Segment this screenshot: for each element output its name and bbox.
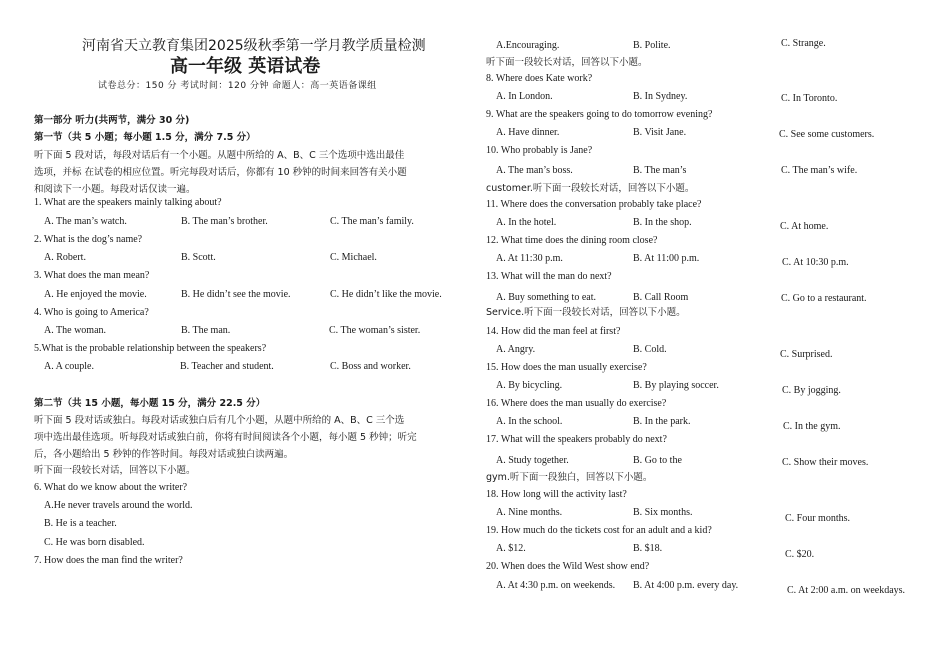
- q19-option-a: A. $12.: [496, 543, 526, 554]
- q2-option-a: A. Robert.: [44, 252, 86, 263]
- q16-option-b: B. In the park.: [633, 416, 691, 427]
- question-15: 15. How does the man usually exercise?: [486, 362, 647, 373]
- q11-option-b: B. In the shop.: [633, 217, 692, 228]
- question-16: 16. Where does the man usually do exercise?: [486, 398, 667, 409]
- question-20: 20. When does the Wild West show end?: [486, 561, 650, 572]
- q19-option-b: B. $18.: [633, 543, 663, 554]
- question-9: 9. What are the speakers going to do tomorrow evening?: [486, 109, 713, 120]
- q18-option-c: C. Four months.: [785, 513, 851, 524]
- question-13: 13. What will the man do next?: [486, 271, 612, 282]
- q14-option-a: A. Angry.: [496, 344, 536, 355]
- section2-instruction-line: 后，各小题给出 5 秒钟的作答时间。每段对话或独白读两遍。: [34, 449, 294, 460]
- q2-option-c: C. Michael.: [330, 252, 377, 263]
- q8-option-c: C. In Toronto.: [781, 93, 838, 104]
- section1-instruction-line: 选项，并标 在试卷的相应位置。听完每段对话后，你都有 10 秒钟的时间来回答有关小题: [34, 167, 407, 178]
- question-3: 3. What does the man mean?: [34, 270, 150, 281]
- q1-option-b: B. The man’s brother.: [181, 216, 268, 227]
- q12-option-c: C. At 10:30 p.m.: [782, 257, 849, 268]
- question-1: 1. What are the speakers mainly talking about?: [34, 197, 222, 208]
- q7-option-a: A.Encouraging.: [496, 40, 560, 51]
- exam-meta: 试卷总分：150 分 考试时间：120 分钟 命题人：高一英语备课组: [98, 81, 377, 91]
- q11-option-c: C. At home.: [780, 221, 829, 232]
- q19-option-c: C. $20.: [785, 549, 815, 560]
- section1-heading: 第一节（共 5 小题；每小题 1.5 分，满分 7.5 分）: [34, 132, 256, 143]
- q8-option-b: B. In Sydney.: [633, 91, 688, 102]
- section1-instruction-line: 和阅读下一小题。每段对话仅读一遍。: [34, 184, 196, 195]
- q7-option-c: C. Strange.: [781, 38, 826, 49]
- q11-option-a: A. In the hotel.: [496, 217, 557, 228]
- question-14: 14. How did the man feel at first?: [486, 326, 621, 337]
- q20-option-b: B. At 4:00 p.m. every day.: [633, 580, 739, 591]
- q13-option-a: A. Buy something to eat.: [496, 292, 596, 303]
- question-18: 18. How long will the activity last?: [486, 489, 627, 500]
- q1-option-a: A. The man’s watch.: [44, 216, 127, 227]
- section1-instruction-line: 听下面 5 段对话，每段对话后有一个小题。从题中所给的 A、B、C 三个选项中选出最佳: [34, 150, 405, 161]
- section2-instruction-line: 听下面 5 段对话或独白。每段对话或独白后有几个小题，从题中所给的 A、B、C 三个选: [34, 415, 405, 426]
- q6-option-a: A.He never travels around the world.: [44, 500, 193, 511]
- question-8: 8. Where does Kate work?: [486, 73, 593, 84]
- section2-instruction-line: 听下面一段较长对话，回答以下小题。: [34, 465, 196, 476]
- question-10: 10. Who probably is Jane?: [486, 145, 593, 156]
- section2-heading: 第二节（共 15 小题，每小题 15 分，满分 22.5 分）: [34, 398, 266, 409]
- q5-option-c: C. Boss and worker.: [330, 361, 411, 372]
- q5-option-b: B. Teacher and student.: [180, 361, 274, 372]
- q17-option-b-wrap: gym.听下面一段独白，回答以下小题。: [486, 472, 653, 483]
- q1-option-c: C. The man’s family.: [330, 216, 414, 227]
- question-6: 6. What do we know about the writer?: [34, 482, 188, 493]
- q12-option-a: A. At 11:30 p.m.: [496, 253, 563, 264]
- q12-option-b: B. At 11:00 p.m.: [633, 253, 700, 264]
- q8-option-a: A. In London.: [496, 91, 553, 102]
- section2-instruction-line: 项中选出最佳选项。听每段对话或独白前，你将有时间阅读各个小题，每小题 5 秒钟；听完: [34, 432, 417, 443]
- question-4: 4. Who is going to America?: [34, 307, 149, 318]
- q6-option-b: B. He is a teacher.: [44, 518, 117, 529]
- q13-option-b-wrap: Service.听下面一段较长对话，回答以下小题。: [486, 307, 686, 318]
- q6-option-c: C. He was born disabled.: [44, 537, 145, 548]
- q4-option-b: B. The man.: [181, 325, 231, 336]
- q4-option-c: C. The woman’s sister.: [329, 325, 421, 336]
- q14-option-c: C. Surprised.: [780, 349, 833, 360]
- question-17: 17. What will the speakers probably do next?: [486, 434, 667, 445]
- q15-option-b: B. By playing soccer.: [633, 380, 719, 391]
- q3-option-b: B. He didn’t see the movie.: [181, 289, 291, 300]
- exam-school-title: 河南省天立教育集团2025级秋季第一学月教学质量检测: [82, 38, 426, 54]
- q15-option-c: C. By jogging.: [782, 385, 841, 396]
- q9-option-a: A. Have dinner.: [496, 127, 560, 138]
- q14-option-b: B. Cold.: [633, 344, 667, 355]
- q18-option-b: B. Six months.: [633, 507, 693, 518]
- listening-intro: 听下面一段较长对话，回答以下小题。: [486, 57, 648, 68]
- question-19: 19. How much do the tickets cost for an adult and a kid?: [486, 525, 712, 536]
- q5-option-a: A. A couple.: [44, 361, 94, 372]
- part1-heading: 第一部分 听力(共两节，满分 30 分): [34, 115, 190, 126]
- q10-option-a: A. The man’s boss.: [496, 165, 573, 176]
- q10-option-b: B. The man’s: [633, 165, 687, 176]
- question-5: 5.What is the probable relationship between the speakers?: [34, 343, 267, 354]
- q2-option-b: B. Scott.: [181, 252, 216, 263]
- q16-option-a: A. In the school.: [496, 416, 563, 427]
- q16-option-c: C. In the gym.: [783, 421, 841, 432]
- q15-option-a: A. By bicycling.: [496, 380, 563, 391]
- q18-option-a: A. Nine months.: [496, 507, 563, 518]
- q17-option-c: C. Show their moves.: [782, 457, 869, 468]
- q17-option-b: B. Go to the: [633, 455, 682, 466]
- question-2: 2. What is the dog’s name?: [34, 234, 143, 245]
- q20-option-a: A. At 4:30 p.m. on weekends.: [496, 580, 616, 591]
- question-11: 11. Where does the conversation probably take place?: [486, 199, 702, 210]
- q10-option-c: C. The man’s wife.: [781, 165, 858, 176]
- q17-option-a: A. Study together.: [496, 455, 569, 466]
- q3-option-a: A. He enjoyed the movie.: [44, 289, 147, 300]
- question-7: 7. How does the man find the writer?: [34, 555, 183, 566]
- q10-option-b-wrap: customer.听下面一段较长对话，回答以下小题。: [486, 183, 695, 194]
- q9-option-c: C. See some customers.: [779, 129, 875, 140]
- q20-option-c: C. At 2:00 a.m. on weekdays.: [787, 585, 906, 596]
- q3-option-c: C. He didn’t like the movie.: [330, 289, 442, 300]
- q9-option-b: B. Visit Jane.: [633, 127, 687, 138]
- q4-option-a: A. The woman.: [44, 325, 107, 336]
- q7-option-b: B. Polite.: [633, 40, 671, 51]
- question-12: 12. What time does the dining room close?: [486, 235, 658, 246]
- q13-option-b: B. Call Room: [633, 292, 689, 303]
- exam-title: 高一年级 英语试卷: [170, 56, 321, 77]
- q13-option-c: C. Go to a restaurant.: [781, 293, 867, 304]
